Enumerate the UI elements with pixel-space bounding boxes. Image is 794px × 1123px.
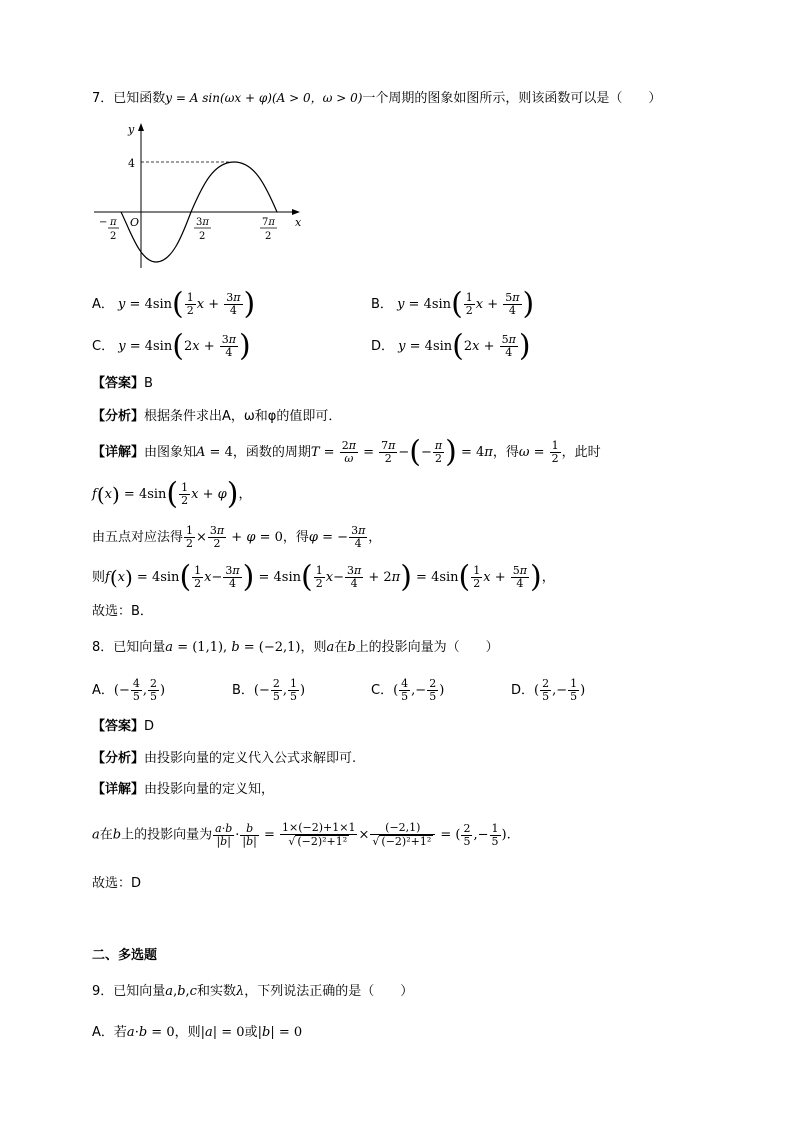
x-axis-arrow-icon: [292, 209, 300, 215]
q7-number: 7．: [92, 91, 114, 106]
svg-text:7π: 7π: [262, 217, 275, 228]
x-tick-7pi-2: [260, 217, 277, 242]
sine-graph: [90, 118, 320, 273]
q8-detail-1: 【详解】由投影向量的定义知，: [92, 782, 275, 797]
y-axis-arrow-icon: [138, 123, 144, 131]
q7-detail-2: f(x) = 4sin( $\frac{1}{2}$ x + φ)，: [92, 476, 252, 512]
x-tick-neg-pi-2: [99, 217, 119, 242]
q8-stem: 8．已知向量a = (1,1), b = (−2,1)，则a在b上的投影向量为（ ）: [92, 640, 499, 655]
q8-option-c[interactable]: C．( $\frac{4}{5}$ ,− $\frac{2}{5}$ ): [371, 677, 445, 703]
svg-text:π: π: [110, 217, 117, 228]
q8-option-d[interactable]: D．( $\frac{2}{5}$ ,− $\frac{1}{5}$ ): [511, 677, 586, 703]
q7-option-a[interactable]: A． y = 4sin( $\frac{1}{2}$ x + $\frac{3\pi}{4}$ ): [92, 286, 256, 322]
section-title: 二、多选题: [92, 948, 158, 963]
origin-label: O: [130, 216, 140, 229]
q7-detail-3: 由五点对应法得 $\frac{1}{2}$ × $\frac{3\pi}{2}$ + φ = 0，得φ = − $\frac{3\pi}{4}$ ，: [92, 524, 382, 550]
q7-conclusion: 故选：B．: [92, 604, 153, 619]
q7-func: y = A sin(ωx + φ)(A > 0，ω > 0): [165, 91, 363, 105]
q7-stem: [92, 89, 661, 108]
svg-text:3π: 3π: [196, 217, 209, 228]
q7-detail-1: 【详解】由图象知A = 4，函数的周期T = $\frac{2\pi}{\omega}$ = $\frac{7\pi}{2}$ −(− $\frac{\pi}{2}$ ) = 4π，得ω = $\frac{1}{2}$ ，此时: [92, 434, 601, 470]
x-axis-label: x: [295, 216, 302, 229]
q8-detail-2: a在b上的投影向量为 $\frac{a\cdot b}{|b|}$ · $\frac{b}{|b|}$ = $\frac{1\times(-2)+1\times 1}{\text{√ (−2)²+1²}}$ × $\frac{(-2,1)}{\text{√ (−2)²+1²}}$ = ( $\frac{2}{5}$ ,− $\frac{1}{5}$ ).: [92, 821, 511, 848]
q7-option-d[interactable]: D． y = 4sin(2x + $\frac{5\pi}{4}$ ): [371, 328, 531, 364]
q9-stem: 9．已知向量a,b,c和实数λ，下列说法正确的是（ ）: [92, 984, 414, 999]
x-tick-3pi-2: [194, 217, 211, 242]
svg-text:−: −: [99, 217, 108, 228]
q7-answer: 【答案】B: [92, 376, 153, 391]
q9-option-a[interactable]: A．若a·b = 0，则|a| = 0或|b| = 0: [92, 1025, 303, 1040]
q8-option-b[interactable]: B．(− $\frac{2}{5}$ , $\frac{1}{5}$ ): [232, 677, 306, 703]
svg-text:2: 2: [110, 231, 117, 242]
y-axis-label: y: [128, 123, 135, 136]
q7-option-b[interactable]: B． y = 4sin( $\frac{1}{2}$ x + $\frac{5\pi}{4}$ ): [371, 286, 535, 322]
q8-analysis: 【分析】由投影向量的定义代入公式求解即可.: [92, 751, 357, 766]
q7-stem-a: 已知函数: [113, 91, 166, 106]
q7-detail-4: 则f(x) = 4sin( $\frac{1}{2}$ x− $\frac{3\pi}{4}$ ) = 4sin( $\frac{1}{2}$ x− $\frac{3\pi}{4}$ + 2π) = 4sin( $\frac{1}{2}$ x + $\frac{5\pi}{4}$ )，: [92, 559, 555, 595]
y-tick-4: 4: [128, 157, 135, 170]
q8-option-a[interactable]: A．(− $\frac{4}{5}$ , $\frac{2}{5}$ ): [92, 677, 166, 703]
svg-text:2: 2: [199, 231, 206, 242]
q7-analysis: 【分析】根据条件求出A，ω和φ的值即可．: [92, 409, 342, 424]
q8-answer: 【答案】D: [92, 719, 155, 734]
svg-text:2: 2: [265, 231, 272, 242]
q7-stem-b: 一个周期的图象如图所示，则该函数可以是（ ）: [362, 91, 662, 106]
q7-option-c[interactable]: C． y = 4sin(2x + $\frac{3\pi}{4}$ ): [92, 328, 251, 364]
q8-conclusion: 故选：D: [92, 876, 142, 891]
